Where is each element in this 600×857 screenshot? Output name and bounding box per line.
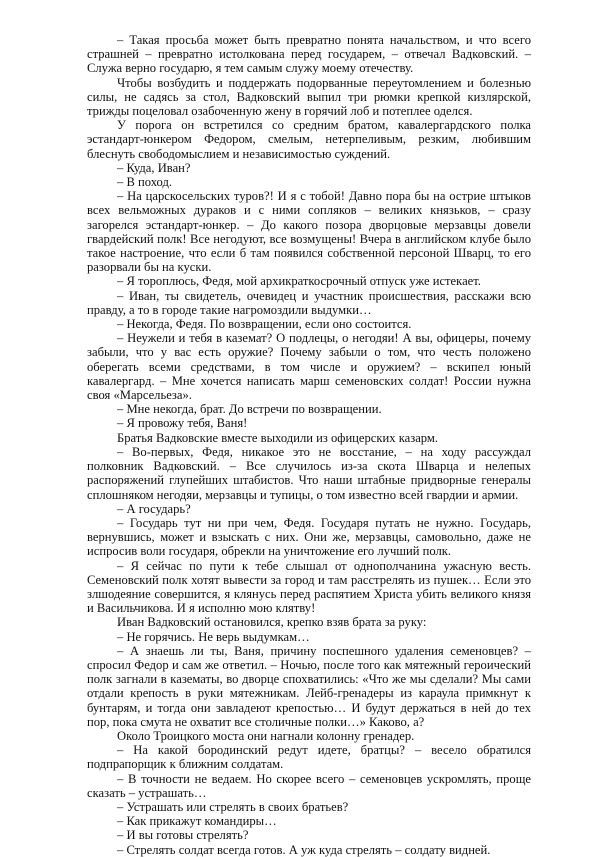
paragraph: – Неужели и тебя в каземат? О подлецы, о негодяи! А вы, офицеры, почему забыли, что у вас есть оружие? Почему забыли о том, что честь положено оберегать всеми средствами, в том числе и оружием? – вскипел юный кавалергард. – Мне хочется написать марш семеновских солдат! России нужна своя «Марсельеза». xyxy=(87,331,531,403)
paragraph: – Иван, ты свидетель, очевидец и участник происшествия, расскажи всю правду, а то в городе такие нагромоздили выдумки… xyxy=(87,288,531,317)
paragraph: – Я сейчас по пути к тебе слышал от однополчанина ужасную весть. Семеновский полк хотят вывести за город и там расстрелять из пушек… Если это злшодеяние совершится, я клянусь перед распятием Христа убить великого князя и Васильчикова. И я исполню мою клятву! xyxy=(87,558,531,616)
paragraph: Около Троицкого моста они нагнали колонну гренадер. xyxy=(117,728,415,743)
paragraph: – В точности не ведаем. Но скорее всего – семеновцев ускромлять, проще сказать – устрашать… xyxy=(87,771,531,800)
paragraph: – Во-первых, Федя, никакое это не восстание, – на ходу рассуждал полковник Вадковский. – Все случилось из-за скота Шварца и нелепых распоряжений глупейших штабистов. Что наши штабные придворные генералы сплошняком негодяи, мерзавцы и тупицы, о том известно всей гвардии и армии. xyxy=(87,444,531,502)
paragraph: – И вы готовы стрелять? xyxy=(117,828,249,843)
paragraph: – Государь тут ни при чем, Федя. Государя путать не нужно. Государь, вернувшись, может и взыскать с них. Они же, мерзавцы, самовольно, даже не испросив воли государя, обрекли на уничтожение его лучший полк. xyxy=(87,515,531,559)
paragraph: – Я тороплюсь, Федя, мой архикраткосрочный отпуск уже истекает. xyxy=(117,274,481,289)
paragraph: Чтобы возбудить и поддержать подорванные переутомлением и болезнью силы, не садясь за стол, Вадковский выпил три рюмки крепкой кизлярской, трижды поцеловал озабоченную жену в горячий лоб и потеплее оделся. xyxy=(87,75,531,119)
paragraph: – А государь? xyxy=(117,501,191,516)
paragraph: – На царскосельских туров?! И я с тобой! Давно пора бы на острие штыков всех вельможных дураков и с ними сопляков – великих князьков, – сразу загорелся эстандарт-юнкер. – До какого позора дворцовые мерзавцы довели гвардейский полк! Все негодуют, все возмущены! Вчера в английском клубе было такое настроение, что если б там появился собственной персоной Шварц, то его разорвали бы на куски. xyxy=(87,189,531,275)
paragraph: – Не горячись. Не верь выдумкам… xyxy=(117,629,310,644)
paragraph: – Мне некогда, брат. До встречи по возвращении. xyxy=(117,402,382,417)
paragraph: – На какой бородинский редут идете, братцы? – весело обратился подпрапорщик к ближним солдатам. xyxy=(87,743,531,772)
document-page xyxy=(87,33,531,857)
paragraph: У порога он встретился со средним братом, кавалергардского полка эстандарт-юнкером Федором, смелым, нетерпеливым, резким, любившим блеснуть свободомыслием и независимостью суждений. xyxy=(87,118,531,161)
paragraph: – Устрашать или стрелять в своих братьев? xyxy=(117,799,349,814)
paragraph: – Куда, Иван? xyxy=(117,160,191,175)
paragraph: – Стрелять солдат всегда готов. А уж куда стрелять – солдату видней. xyxy=(117,842,491,857)
paragraph: Братья Вадковские вместе выходили из офицерских казарм. xyxy=(117,430,439,445)
paragraph: – Такая просьба может быть превратно понята начальством, и что всего страшней – превратно истолкована перед государем, – отвечал Вадковский. – Служа верно государю, я тем самым служу моему отечеству. xyxy=(87,33,531,76)
paragraph: – Я провожу тебя, Ваня! xyxy=(117,416,248,431)
paragraph: Иван Вадковский остановился, крепко взяв брата за руку: xyxy=(117,615,427,630)
paragraph: – В поход. xyxy=(117,175,173,190)
paragraph: – А знаешь ли ты, Ваня, причину поспешного удаления семеновцев? – спросил Федор и сам же ответил. – Ночью, после того как мятежный героический полк загнали в казематы, во дворце спохватились: «Что же мы сделали? Мы сами отдали крепость в руки мятежникам. Лейб-гренадеры из караула примкнут к бунтарям, и тогда они завладеют крепостью… И будут держаться в ней до тех пор, пока смута не охватит все столичные полки…» Каково, а? xyxy=(87,643,531,729)
paragraph: – Некогда, Федя. По возвращении, если оно состоится. xyxy=(117,317,412,332)
paragraph: – Как прикажут командиры… xyxy=(117,814,277,829)
